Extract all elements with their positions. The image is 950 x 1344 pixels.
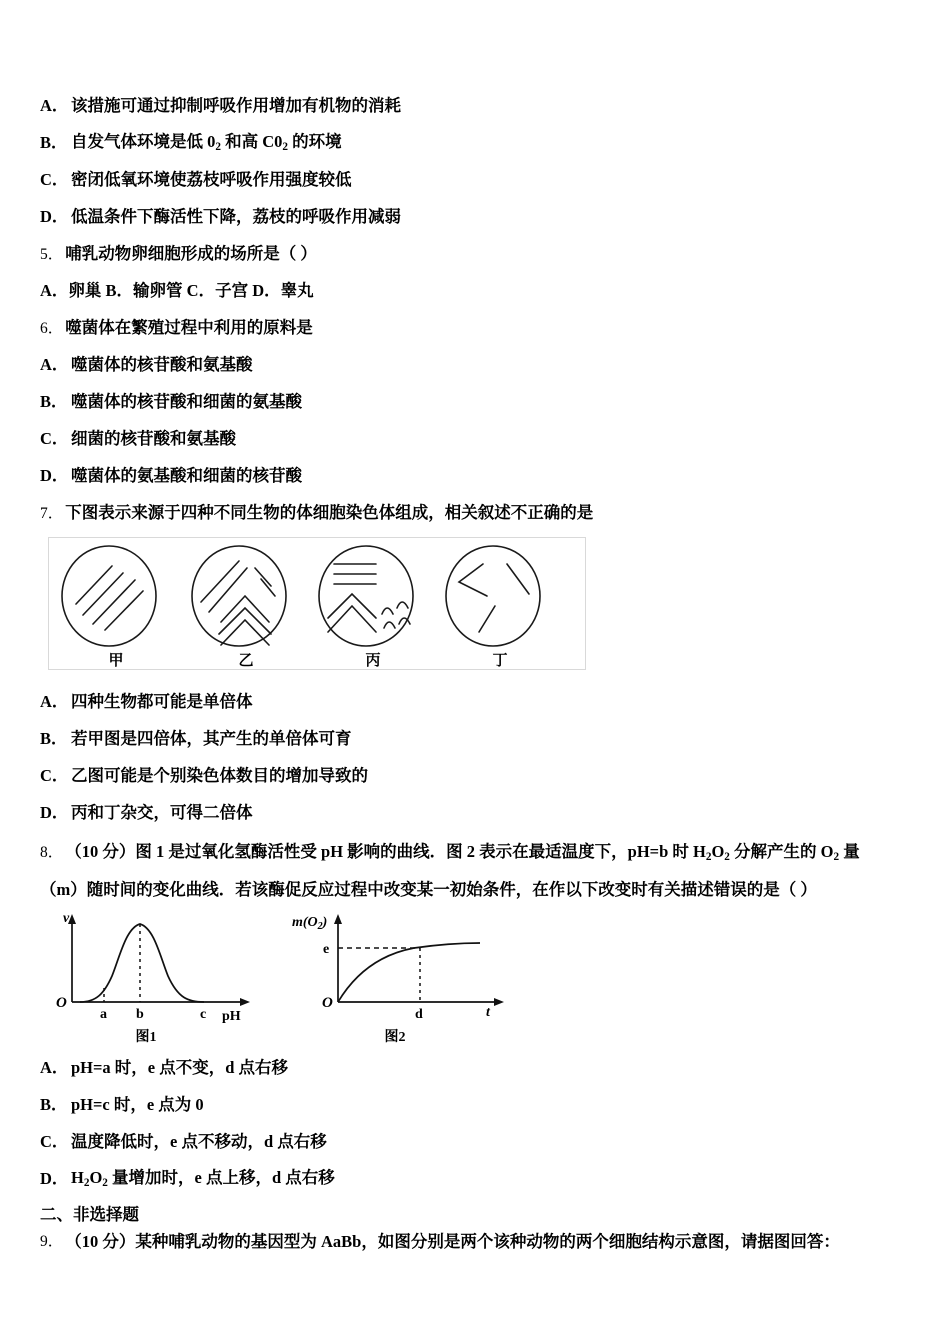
option-row [40, 162, 920, 199]
option-row [40, 125, 920, 162]
option-label: A． [40, 96, 69, 116]
figure-1-tick-a: a [100, 1007, 107, 1022]
option-text: 乙图可能是个别染色体数目的增加导致的 [71, 766, 368, 786]
question-8-line-2 [40, 869, 920, 906]
option-row [40, 1050, 920, 1087]
question-number: 9． [40, 1233, 64, 1251]
question-number: 5． [40, 245, 64, 263]
question-8-stem [40, 832, 920, 906]
question-text: （m）随时间的变化曲线．若该酶促反应过程中改变某一初始条件，在作以下改变时有关描述错误的是（ ） [40, 879, 817, 899]
figure-2-xlabel: t [486, 1005, 490, 1020]
option-text: 噬菌体的氨基酸和细菌的核苷酸 [71, 466, 302, 486]
option-text: 自发气体环境是低 $0_2$ 和高 $C0_2$ 的环境 [71, 131, 342, 153]
option-text: 温度降低时，e 点不移动，d 点右移 [71, 1132, 327, 1152]
option-row [40, 684, 920, 721]
option-row [40, 1161, 920, 1198]
option-row [40, 384, 920, 421]
figure-1-xlabel: pH [222, 1009, 241, 1024]
option-row [40, 88, 920, 125]
question-number: 8． [40, 843, 64, 861]
option-row [40, 347, 920, 384]
option-text: 若甲图是四倍体，其产生的单倍体可育 [71, 729, 352, 749]
figure-1-caption: 图1 [135, 1030, 157, 1045]
cell-bing-svg [314, 542, 432, 652]
question-8-line-1 [40, 832, 920, 869]
option-label: C． [40, 766, 69, 786]
figure-1-ylabel: v [63, 911, 70, 926]
option-label: C． [40, 1132, 69, 1152]
option-text: 噬菌体的核苷酸和氨基酸 [71, 355, 253, 375]
option-text: 低温条件下酶活性下降，荔枝的呼吸作用减弱 [71, 207, 401, 227]
option-label: B． [40, 392, 68, 412]
figure-2-origin: O [322, 995, 333, 1011]
figure-2-marker-e: e [323, 942, 330, 957]
question-text: 噬菌体在繁殖过程中利用的原料是 [65, 318, 313, 338]
section-2-heading: 二、非选择题 [40, 1204, 139, 1224]
figure-2-marker-d: d [415, 1007, 423, 1022]
option-row [40, 758, 920, 795]
cell-label: 丙 [365, 653, 381, 669]
figure-1-origin: O [56, 995, 67, 1011]
question-text: 下图表示来源于四种不同生物的体细胞染色体组成，相关叙述不正确的是 [65, 503, 594, 523]
question-6-stem [40, 310, 920, 347]
option-text: pH=c 时，e 点为 0 [71, 1095, 204, 1115]
four-cell-chromosome-diagram [48, 537, 586, 670]
option-label: B． [40, 133, 68, 153]
question-5-stem [40, 236, 920, 273]
figure-1-tick-c: c [200, 1007, 207, 1022]
option-label: C． [40, 170, 69, 190]
figure-2-svg [290, 910, 530, 1028]
option-label: A． [40, 355, 69, 375]
option-text: 噬菌体的核苷酸和细菌的氨基酸 [71, 392, 302, 412]
figure-1-svg [46, 910, 276, 1028]
cell-jia-svg [57, 542, 175, 652]
question-text: （10 分）某种哺乳动物的基因型为 AaBb，如图分别是两个该种动物的两个细胞结构示意图，请据图回答： [65, 1231, 840, 1251]
option-row [40, 421, 920, 458]
cell-diagram-bing [314, 542, 432, 668]
question-9-stem [40, 1227, 920, 1257]
figure-1-tick-b: b [136, 1007, 144, 1022]
option-text: 细菌的核苷酸和氨基酸 [71, 429, 236, 449]
option-text: 该措施可通过抑制呼吸作用增加有机物的消耗 [71, 96, 401, 116]
option-label: D． [40, 803, 69, 823]
option-row [40, 795, 920, 832]
option-row [40, 1087, 920, 1124]
option-label: D． [40, 207, 69, 227]
option-text: 丙和丁杂交，可得二倍体 [71, 803, 253, 823]
option-label: B． [40, 1095, 68, 1115]
option-text: $H_2O_2$ 量增加时，e 点上移，d 点右移 [71, 1167, 335, 1189]
option-label: A． [40, 692, 69, 712]
cell-label: 乙 [238, 653, 254, 669]
question-text: （10 分）图 1 是过氧化氢酶活性受 pH 影响的曲线．图 2 表示在最适温度下，pH=b 时 $H_2O_2$ 分解产生的 $O_2$ 量 [65, 842, 860, 863]
cell-diagram-ding [441, 542, 559, 668]
question-7-stem [40, 495, 920, 532]
cell-label: 丁 [492, 653, 508, 669]
enzyme-graphs-figure [40, 910, 920, 1050]
option-text: pH=a 时，e 点不变，d 点右移 [71, 1058, 289, 1078]
option-label: D． [40, 1169, 69, 1189]
option-label: A． [40, 1058, 69, 1078]
option-text: 密闭低氧环境使荔枝呼吸作用强度较低 [71, 170, 352, 190]
question-number: 7． [40, 504, 64, 522]
option-text: 四种生物都可能是单倍体 [71, 692, 253, 712]
figure-2-container [290, 910, 530, 1046]
option-row [40, 1124, 920, 1161]
question-5-options-inline [40, 273, 920, 310]
cell-yi-svg [187, 542, 305, 652]
option-row [40, 721, 920, 758]
figure-1-container [46, 910, 276, 1046]
option-text: A．卵巢 B．输卵管 C．子宫 D．睾丸 [40, 281, 314, 301]
figure-2-caption: 图2 [384, 1030, 406, 1045]
page-content [40, 88, 920, 1257]
option-label: C． [40, 429, 69, 449]
option-label: B． [40, 729, 68, 749]
cell-diagram-yi [187, 542, 305, 668]
option-row [40, 458, 920, 495]
question-text: 哺乳动物卵细胞形成的场所是（ ） [65, 244, 317, 264]
question-number: 6． [40, 319, 64, 337]
option-row [40, 199, 920, 236]
option-label: D． [40, 466, 69, 486]
cell-label: 甲 [108, 653, 124, 669]
cell-diagram-jia [57, 542, 175, 668]
cell-ding-svg [441, 542, 559, 652]
figure-2-ylabel: $m(O_2)$ [292, 915, 328, 932]
